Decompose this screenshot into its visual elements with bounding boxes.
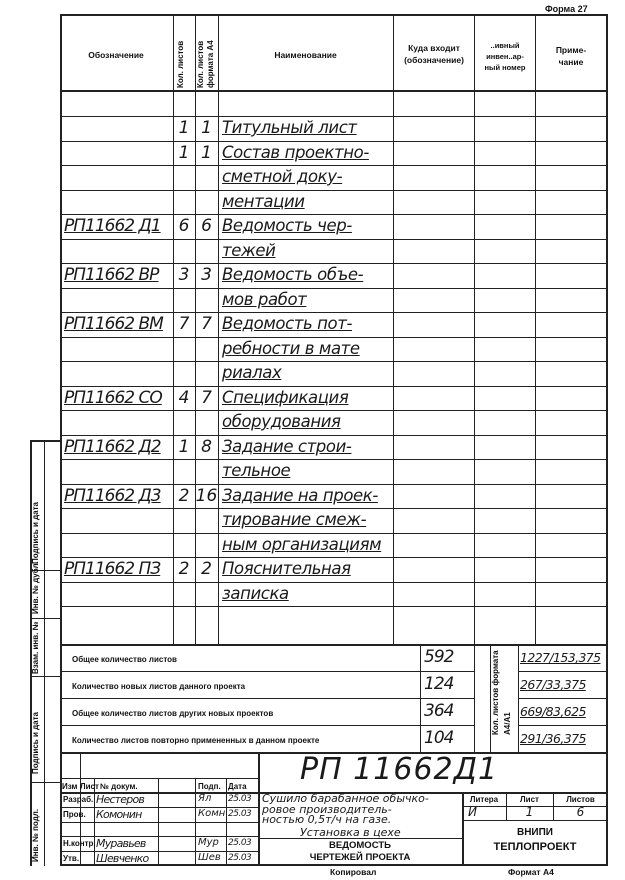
totals-value: 592 <box>424 647 454 667</box>
role-label: Н.контр. <box>63 839 96 849</box>
sheet-value: 1 <box>525 805 534 819</box>
role-signature: Шев <box>198 852 221 864</box>
totals-value: 124 <box>424 674 454 694</box>
role-label: Пров. <box>63 809 86 819</box>
row-name: Титульный лист <box>222 118 357 137</box>
role-signature: Мур <box>198 837 219 849</box>
row-name: Ведомость объе- <box>222 265 364 284</box>
totals-value: 104 <box>424 728 454 748</box>
role-name: Комонин <box>96 807 142 821</box>
row-name: мов работ <box>222 289 307 309</box>
row-designation: РП11662 Д3 <box>64 485 161 506</box>
role-name: Муравьев <box>96 837 146 851</box>
role-label: Разраб. <box>63 795 94 804</box>
doc-code: РП 11662Д1 <box>300 752 499 787</box>
row-name: Пояснительная <box>222 559 351 578</box>
row-name: записка <box>222 583 289 603</box>
row-name: Задание строи- <box>222 436 352 456</box>
doc-title: ВЕДОМОСТЬ ЧЕРТЕЖЕЙ ПРОЕКТА <box>309 840 411 863</box>
col-izm: Изм <box>62 782 78 791</box>
row-name: Задание на проек- <box>222 485 378 505</box>
sheets-value: 6 <box>576 805 585 819</box>
row-sheet-count: 4 <box>178 387 190 408</box>
header-sheet-count: Кол. листов <box>176 40 185 88</box>
row-name: ментации <box>222 191 305 211</box>
row-name: тирование смеж- <box>222 510 367 529</box>
row-name: тельное <box>222 461 291 480</box>
role-date: 25.03 <box>228 794 252 804</box>
row-name: Ведомость пот- <box>222 314 353 333</box>
row-sheet-count: 1 <box>178 436 190 457</box>
row-sheet-count-a4: 3 <box>201 265 212 285</box>
col-docnum: № докум. <box>100 782 138 791</box>
project-title: Сушило барабанное обычко- ровое производитель- ностью 0,5т/ч на газе. <box>262 792 429 826</box>
header-designation: Обозначение <box>88 50 144 60</box>
row-sheet-count-a4: 2 <box>201 559 212 579</box>
row-designation: РП11662 ВМ <box>64 314 163 334</box>
row-sheet-count-a4: 16 <box>195 485 218 506</box>
side-inv-orig: Инв. № подл. <box>31 808 40 862</box>
header-inventory: ..ивный инвен..ар- ный номер <box>484 41 526 72</box>
side-replace-inv: Взам. инв. № <box>31 621 40 674</box>
role-name: Нестеров <box>96 793 145 806</box>
row-sheet-count: 2 <box>178 559 190 579</box>
row-name: сметной доку- <box>222 167 343 186</box>
footer-format: Формат А4 <box>508 867 554 877</box>
organization: ВНИПИ ТЕПЛОПРОЕКТ <box>493 827 577 853</box>
row-sheet-count: 2 <box>178 485 190 506</box>
totals-a4-value: 669/83,625 <box>520 704 586 719</box>
row-name: Состав проектно- <box>222 142 369 162</box>
row-name: ребности в мате <box>222 338 360 358</box>
totals-label: Количество листов повторно примененных в данном проекте <box>72 736 320 745</box>
col-sign: Подп. <box>198 782 221 791</box>
litera-label: Литера <box>469 795 499 804</box>
role-date: 25.03 <box>228 808 252 819</box>
sheet-label: Лист <box>520 795 539 804</box>
totals-a4-value: 1227/153,375 <box>520 650 601 665</box>
sheets-label: Листов <box>566 795 595 804</box>
totals-label: Общее количество листов <box>72 655 177 664</box>
row-sheet-count: 1 <box>178 118 190 138</box>
totals-value: 364 <box>424 701 454 721</box>
row-sheet-count-a4: 7 <box>201 314 212 334</box>
row-sheet-count: 7 <box>178 314 190 334</box>
side-inv-dup: Инв. № дубл. <box>31 561 40 614</box>
row-sheet-count-a4: 8 <box>201 436 212 457</box>
col-list: Лист <box>80 782 99 791</box>
totals-label: Общее количество листов других новых проектов <box>72 709 274 718</box>
row-designation: РП11662 ВР <box>64 265 159 285</box>
row-name: Ведомость чер- <box>222 216 352 235</box>
role-date: 25.03 <box>228 838 252 849</box>
project-line-4: Установка в цехе <box>300 826 401 839</box>
row-sheet-count-a4: 1 <box>201 118 212 138</box>
litera-value: И <box>468 805 477 819</box>
row-sheet-count: 6 <box>178 216 190 236</box>
header-where-used: Куда входит (обозначение) <box>404 43 464 65</box>
col-date: Дата <box>228 782 247 791</box>
role-signature: Комн <box>198 807 226 819</box>
row-sheet-count-a4: 7 <box>201 387 212 408</box>
header-name: Наименование <box>274 50 337 60</box>
totals-a4-value: 267/33,375 <box>520 677 586 692</box>
totals-a4-value: 291/36,375 <box>520 731 586 746</box>
row-name: риалах <box>222 363 282 382</box>
row-designation: РП11662 Д1 <box>64 216 161 236</box>
row-designation: РП11662 СО <box>64 387 162 408</box>
side-labels-strip <box>30 440 60 866</box>
role-date: 25.03 <box>228 853 252 864</box>
form-label: Форма 27 <box>545 4 588 14</box>
row-name: ным организациям <box>222 534 382 554</box>
role-label: Утв. <box>63 854 80 864</box>
side-sign-date-2: Подпись и дата <box>31 712 40 774</box>
header-sheet-count-a4: Кол. листов формата А4 <box>196 40 215 88</box>
side-sign-date: Подпись и дата <box>31 502 40 564</box>
row-sheet-count-a4: 1 <box>201 142 212 163</box>
row-designation: РП11662 Д2 <box>64 436 161 457</box>
row-sheet-count-a4: 6 <box>201 216 212 236</box>
totals-label: Количество новых листов данного проекта <box>72 682 246 691</box>
footer-copied: Копировал <box>330 867 377 877</box>
totals-a4-header: Кол. листов формата А4/А1 <box>491 650 512 735</box>
role-signature: Ял <box>198 793 212 804</box>
row-sheet-count: 1 <box>178 142 190 163</box>
row-name: тежей <box>222 240 276 260</box>
row-sheet-count: 3 <box>178 265 190 285</box>
row-name: оборудования <box>222 412 341 431</box>
row-name: Спецификация <box>222 387 349 407</box>
header-note: Приме- чание <box>555 45 587 67</box>
row-designation: РП11662 ПЗ <box>64 559 161 579</box>
role-name: Шевченко <box>96 852 149 866</box>
